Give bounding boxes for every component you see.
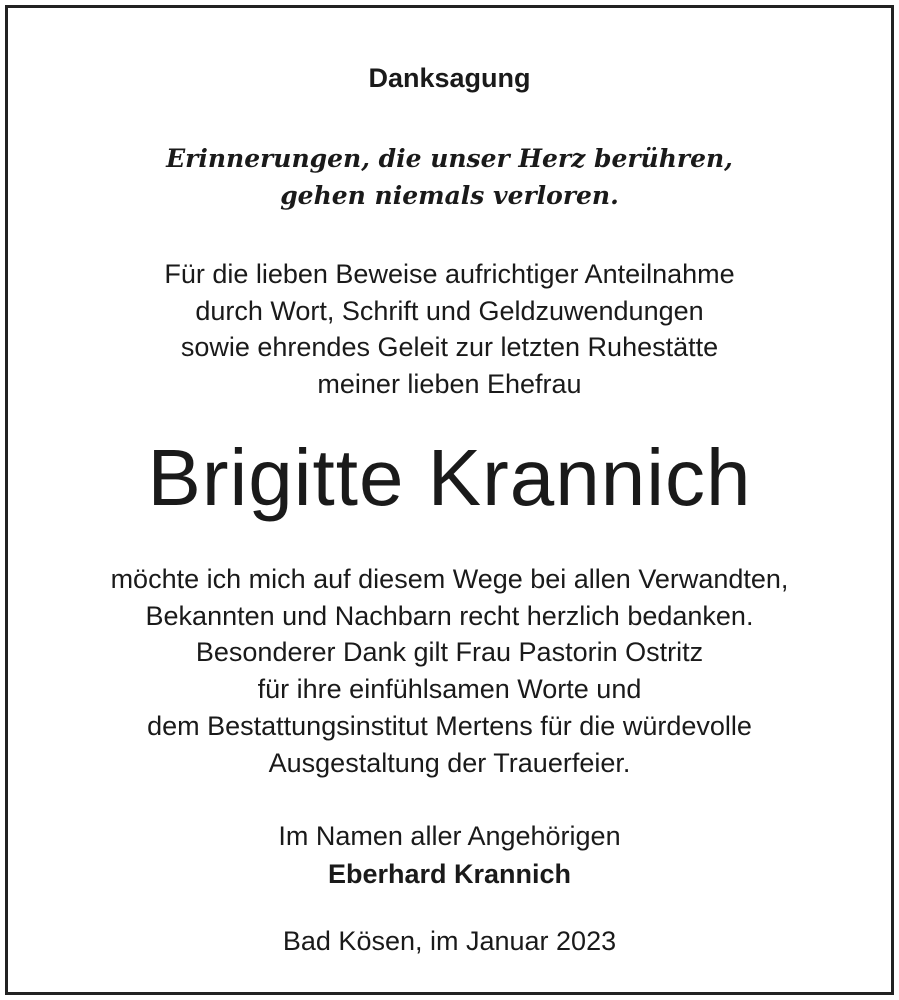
quote-line: gehen niemals verloren. <box>280 181 619 210</box>
signer-name: Eberhard Krannich <box>327 859 572 889</box>
intro-line: sowie ehrendes Geleit zur letzten Ruhestätte <box>180 332 719 362</box>
notice-frame <box>5 5 894 995</box>
quote-line: Erinnerungen, die unser Herz berühren, <box>166 144 733 173</box>
on-behalf-line: Im Namen aller Angehörigen <box>278 821 621 851</box>
intro-paragraph <box>8 256 891 402</box>
thanks-line: möchte ich mich auf diesem Wege bei allen Verwandten, <box>110 564 789 594</box>
signoff <box>8 817 891 893</box>
thanks-line: Besonderer Dank gilt Frau Pastorin Ostritz <box>195 637 704 668</box>
memorial-quote <box>8 140 891 214</box>
thanks-line: Bekannten und Nachbarn recht herzlich bedanken. <box>145 600 754 631</box>
intro-line: meiner lieben Ehefrau <box>317 368 582 399</box>
thanks-line: dem Bestattungsinstitut Mertens für die würdevolle <box>147 710 752 741</box>
intro-line: durch Wort, Schrift und Geldzuwendungen <box>195 295 704 326</box>
intro-line: Für die lieben Beweise aufrichtiger Anteilnahme <box>164 259 735 289</box>
thanks-line: Ausgestaltung der Trauerfeier. <box>268 747 631 778</box>
thanks-line: für ihre einfühlsamen Worte und <box>257 674 642 705</box>
place-date: Bad Kösen, im Januar 2023 <box>282 926 617 956</box>
thanks-paragraph <box>8 561 891 781</box>
notice-heading: Danksagung <box>368 63 531 93</box>
deceased-name: Brigitte Krannich <box>147 433 752 522</box>
notice-content <box>8 8 891 992</box>
